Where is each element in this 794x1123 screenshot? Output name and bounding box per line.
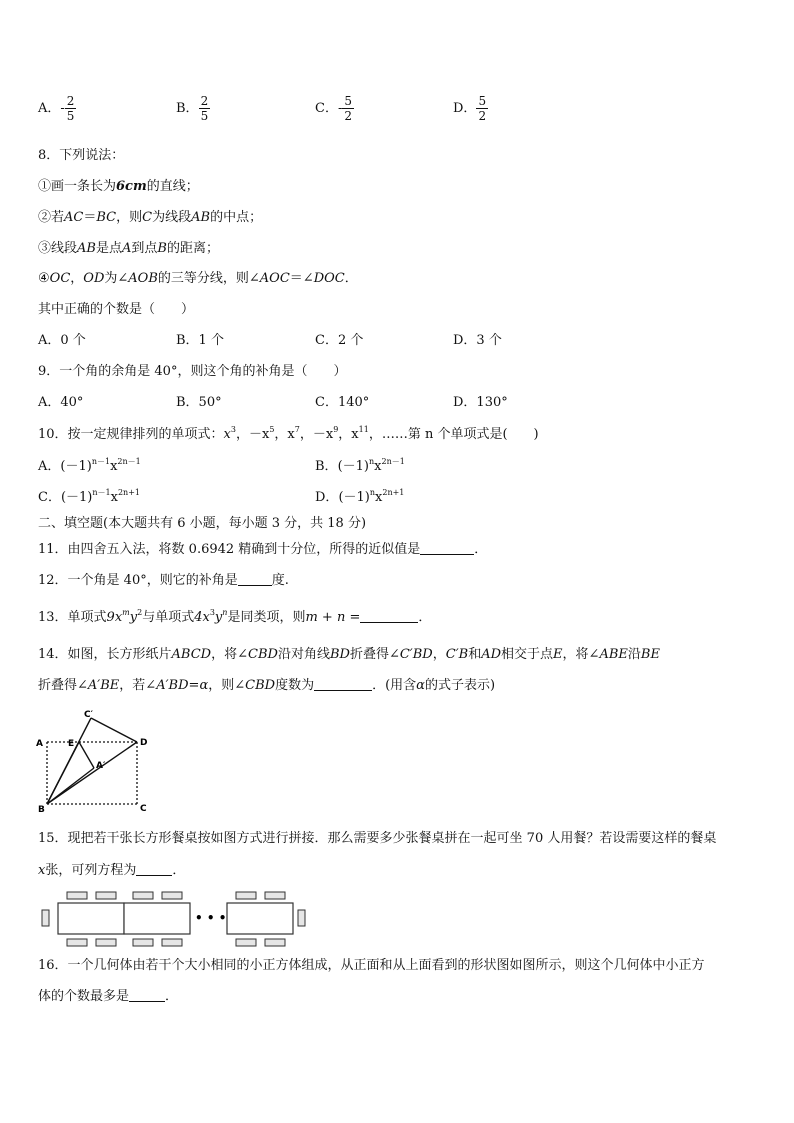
- q7-option-a: A．- $\frac{2}{5}$: [38, 94, 75, 123]
- answer-blank[interactable]: [136, 863, 172, 876]
- chair-top: [67, 892, 87, 899]
- q10-option-c: C．$(-1)^{n-1}x^{2n+1}$: [38, 488, 141, 505]
- q11: 11．由四舍五入法，将数 0.6942 精确到十分位，所得的近似值是 ．: [38, 542, 488, 557]
- label-d: D: [140, 738, 148, 748]
- table-2: [124, 903, 190, 934]
- label-a: A: [36, 739, 43, 749]
- q9-stem: 9．一个角的余角是 40°，则这个角的补角是（ ）: [38, 364, 347, 379]
- chair-bottom: [133, 939, 153, 946]
- segment-be: [47, 742, 79, 804]
- chair-top: [265, 892, 285, 899]
- chair-bottom: [236, 939, 256, 946]
- q16-line-1: 16．一个几何体由若干个大小相同的小正方体组成，从正面和从上面看到的形状图如图所示，则这个几何体中小正方: [38, 958, 705, 973]
- q8-statement-3: ③线段AB是点A到点B的距离；: [38, 241, 219, 256]
- answer-blank[interactable]: [238, 573, 272, 586]
- section-heading: 二、填空题(本大题共有 6 小题，每小题 3 分，共 18 分): [38, 516, 367, 531]
- q9-option-d: D．130°: [453, 395, 508, 410]
- q7-option-d: D． $\frac{5}{2}$: [453, 94, 487, 123]
- q10-stem: 10．按一定规律排列的单项式：$x^3$，$-x^5$，$x^7$，$-x^9$，$x^{11}$，……第 n 个单项式是( ): [38, 425, 539, 442]
- q12: 12．一个角是 40°，则它的补角是 度.: [38, 573, 289, 588]
- segment-ea-prime: [79, 742, 94, 768]
- ellipsis-dots: • • •: [195, 911, 227, 925]
- q16-line-2: 体的个数最多是 ．: [38, 989, 179, 1004]
- fraction: $\frac{5}{2}$: [478, 94, 487, 123]
- chair-top: [162, 892, 182, 899]
- q15-line-2: x张，可列方程为 ．: [38, 863, 186, 878]
- table-1: [58, 903, 124, 934]
- fraction: $\frac{5}{2}$: [344, 94, 352, 123]
- chair-bottom: [67, 939, 87, 946]
- q14-line-1: 14．如图，长方形纸片ABCD，将∠CBD沿对角线BD折叠得∠C′BD，C′B和AD相交于点E，将∠ABE沿BE: [38, 647, 660, 662]
- label-c-prime: C′: [84, 710, 93, 720]
- q9-option-c: C．140°: [315, 395, 370, 410]
- answer-blank[interactable]: [420, 542, 474, 555]
- label-b: B: [38, 805, 45, 814]
- q8-ask: 其中正确的个数是（ ）: [38, 302, 195, 317]
- label-e: E: [68, 739, 75, 749]
- fraction: $\frac{2}{5}$: [200, 94, 209, 123]
- label-c: C: [140, 804, 147, 814]
- q8-statement-1: ①画一条长为6cm的直线；: [38, 179, 199, 194]
- q7-option-b: B． $\frac{2}{5}$: [176, 94, 209, 123]
- chair-bottom: [265, 939, 285, 946]
- q8-option-b: B．1 个: [176, 333, 224, 348]
- chair-top: [236, 892, 256, 899]
- q8-stem: 8．下列说法：: [38, 148, 125, 163]
- q10-option-b: B．$(-1)^nx^{2n-1}$: [315, 457, 405, 474]
- q10-option-a: A．$(-1)^{n-1}x^{2n-1}$: [38, 457, 141, 474]
- answer-blank[interactable]: [360, 610, 418, 623]
- q8-option-d: D．3 个: [453, 333, 502, 348]
- segment-c-prime-d: [91, 718, 137, 742]
- q8-option-c: C．2 个: [315, 333, 364, 348]
- q7-option-c: C．- $\frac{5}{2}$: [315, 94, 352, 123]
- answer-blank[interactable]: [129, 989, 165, 1002]
- q8-option-a: A．0 个: [38, 333, 86, 348]
- q14-rectangle-fold-figure: [34, 704, 164, 814]
- segment-ba-prime: [47, 768, 94, 804]
- chair-bottom: [162, 939, 182, 946]
- q15-line-1: 15．现把若干张长方形餐桌按如图方式进行拼接．那么需要多少张餐桌拼在一起可坐 70 人用餐？若设需要这样的餐桌: [38, 831, 717, 846]
- q8-statement-4: ④OC，OD为∠AOB的三等分线，则∠AOC＝∠DOC．: [38, 271, 358, 286]
- answer-blank[interactable]: [314, 678, 372, 691]
- label-a-prime: A′: [96, 761, 106, 771]
- chair-top: [133, 892, 153, 899]
- fraction: $\frac{2}{5}$: [66, 94, 75, 123]
- table-3: [227, 903, 293, 934]
- chair-bottom: [96, 939, 116, 946]
- q14-line-2: 折叠得∠A′BE，若∠A′BD=α，则∠CBD度数为 ．(用含α的式子表示): [38, 678, 496, 693]
- q8-statement-2: ②若AC＝BC，则C为线段AB的中点；: [38, 210, 263, 225]
- q10-option-d: D．$(-1)^nx^{2n+1}$: [315, 488, 405, 505]
- chair-right-end: [298, 910, 305, 926]
- q9-option-b: B．50°: [176, 395, 222, 410]
- q15-tables-figure: [40, 888, 312, 950]
- diagonal-bd: [47, 742, 137, 804]
- chair-left-end: [42, 910, 49, 926]
- q13: 13．单项式$9x^my^2$与单项式$4x^3y^n$是同类项，则m + n = ．: [38, 608, 432, 625]
- q9-option-a: A．40°: [38, 395, 84, 410]
- chair-top: [96, 892, 116, 899]
